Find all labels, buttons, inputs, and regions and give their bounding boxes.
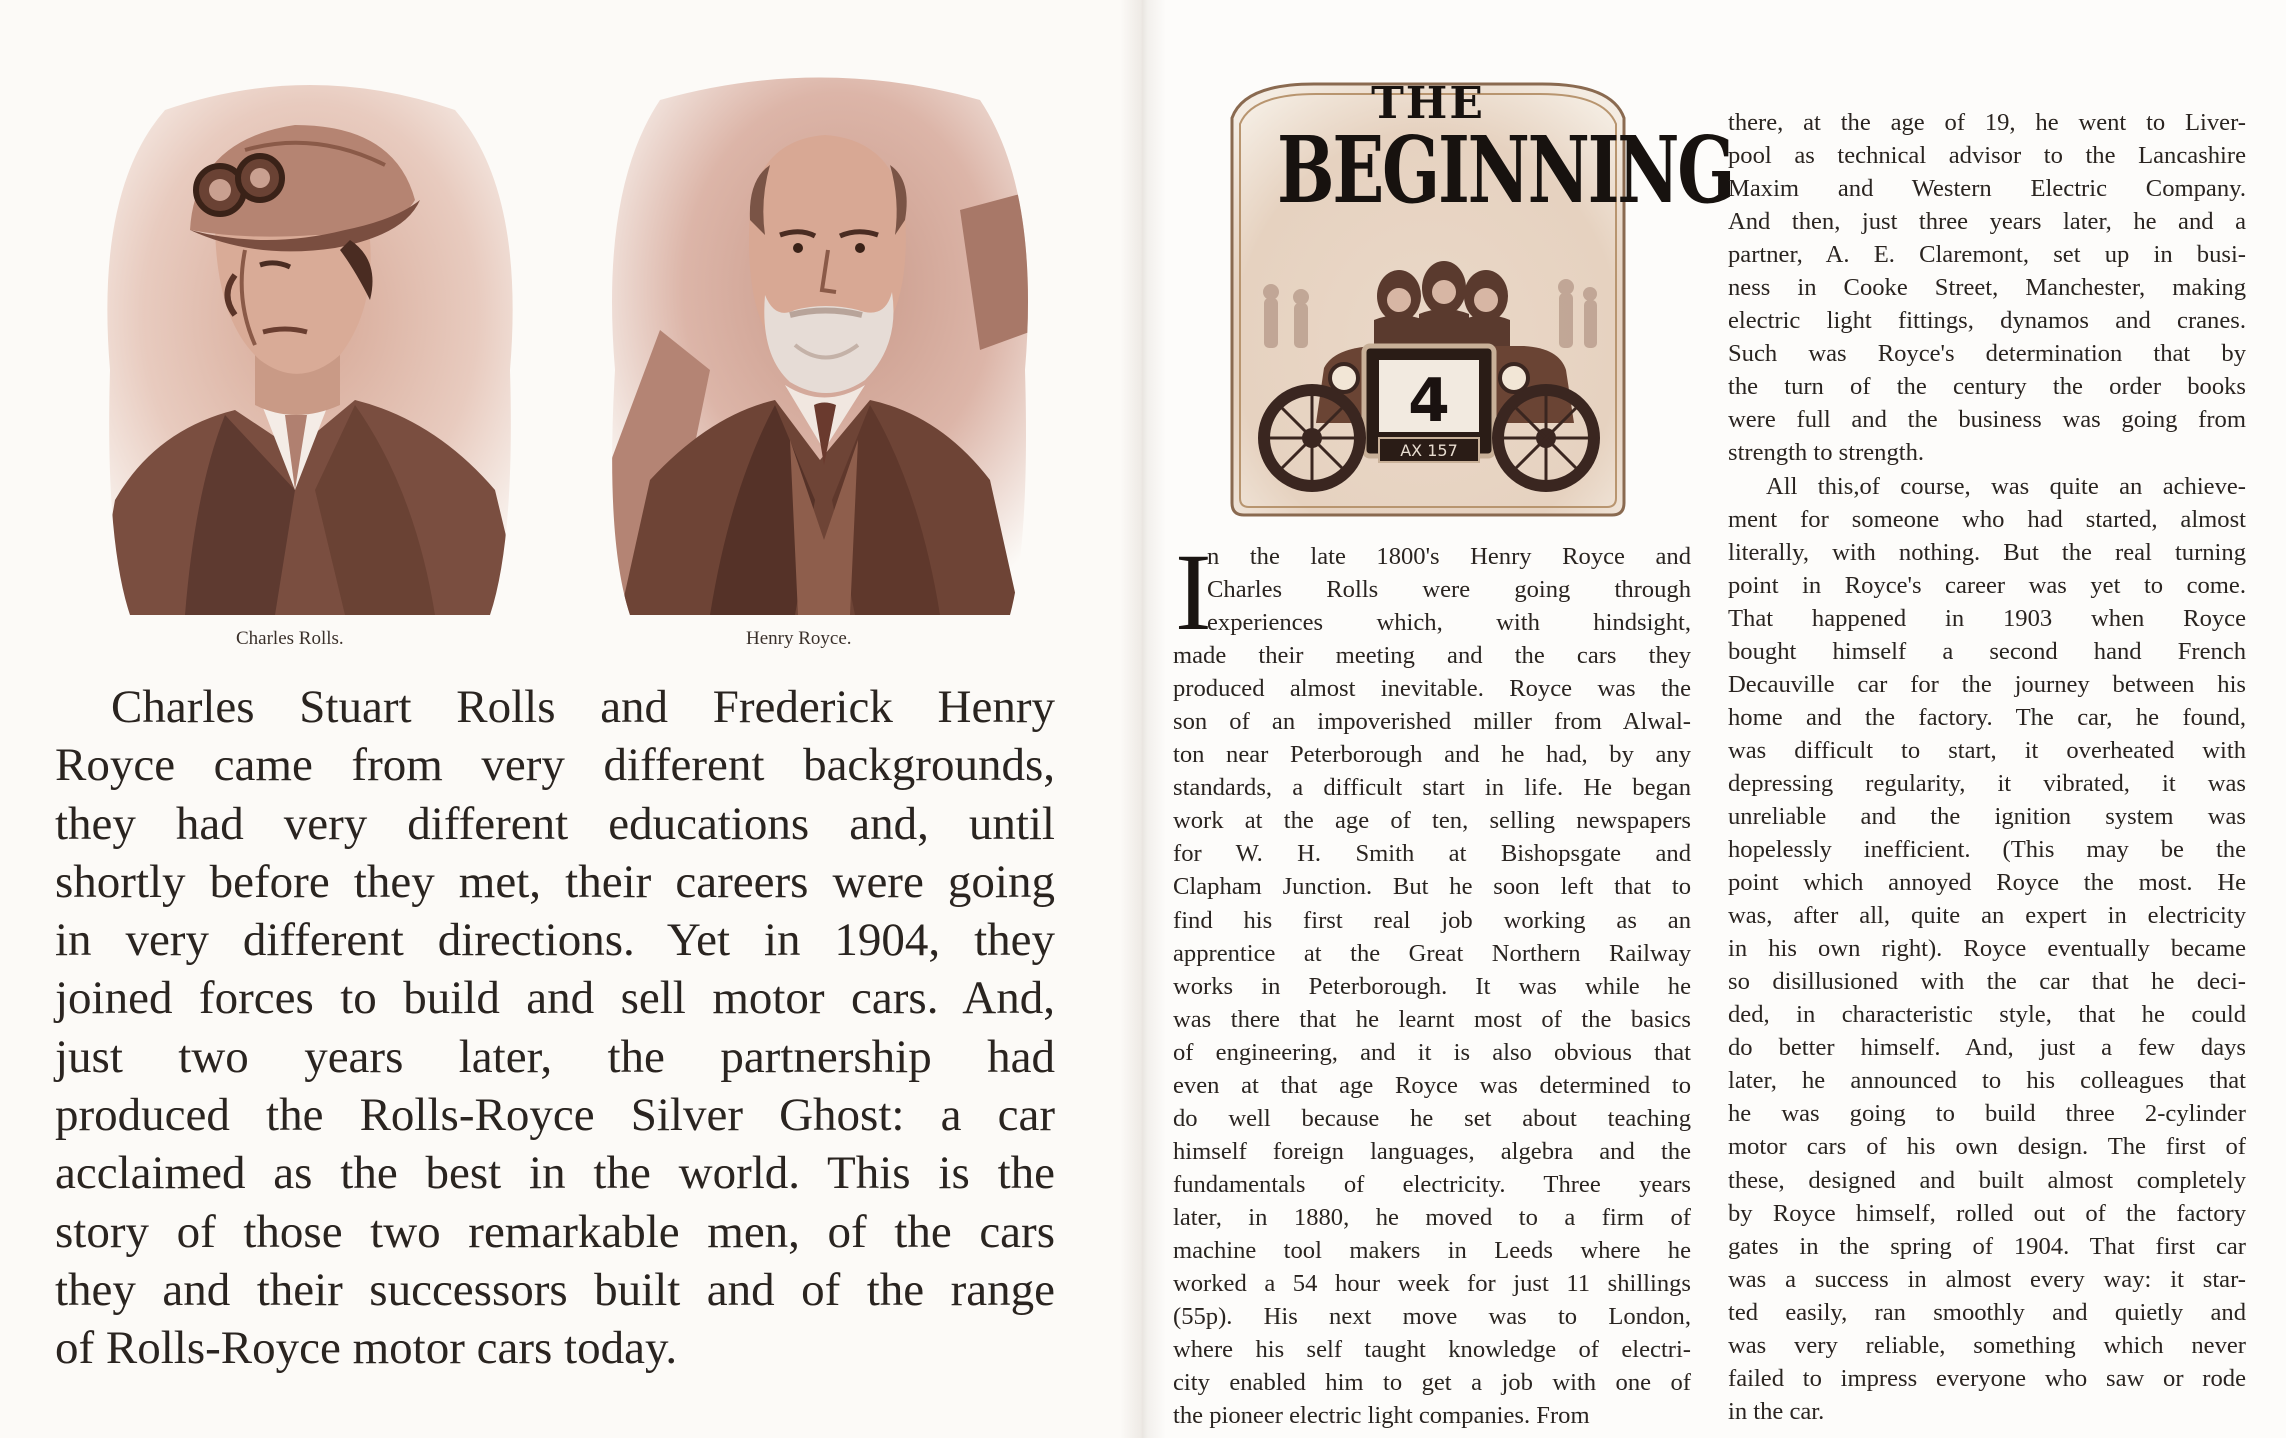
text-line: they and their successors built and of the range (55, 1263, 1055, 1316)
text-line: in his own right). Royce eventually became (1728, 935, 2246, 963)
text-line: bought himself a second hand French (1728, 637, 2246, 665)
text-line: were full and the business was going from (1728, 406, 2246, 434)
portrait-charles-rolls (95, 70, 525, 615)
text-line: fundamentals of electricity. Three years (1173, 1170, 1691, 1198)
text-line: ted easily, ran smoothly and quietly and (1728, 1298, 2246, 1326)
intro-paragraph (55, 678, 1055, 1378)
text-line: strength to strength. (1728, 439, 1925, 467)
text-line: the pioneer electric light companies. From (1173, 1402, 1590, 1430)
text-line: by Royce himself, rolled out of the factory (1728, 1199, 2246, 1227)
body-column-one (1173, 531, 1691, 1432)
text-line: was very reliable, something which never (1728, 1331, 2246, 1359)
text-line: point which annoyed Royce the most. He (1728, 869, 2246, 897)
text-line: motor cars of his own design. The first of (1728, 1133, 2246, 1161)
text-line: ton near Peterborough and he had, by any (1173, 741, 1691, 769)
text-line: works in Peterborough. It was while he (1173, 972, 1691, 1000)
text-line: worked a 54 hour week for just 11 shillings (1173, 1270, 1691, 1298)
text-line: apprentice at the Great Northern Railway (1173, 939, 1691, 967)
text-line: just two years later, the partnership had (55, 1030, 1055, 1083)
text-line: And then, just three years later, he and a (1728, 208, 2246, 236)
text-line: depressing regularity, it vibrated, it was (1728, 769, 2246, 797)
text-line: That happened in 1903 when Royce (1728, 604, 2246, 632)
text-line: (55p). His next move was to London, (1173, 1303, 1691, 1331)
text-line: Charles Stuart Rolls and Frederick Henry (111, 681, 1055, 733)
text-line: himself foreign languages, algebra and the (1173, 1137, 1691, 1165)
portrait-henry-royce (600, 70, 1035, 615)
text-line: story of those two remarkable men, of the cars (55, 1205, 1055, 1258)
drop-cap: I (1175, 531, 1212, 653)
text-line: for W. H. Smith at Bishopsgate and (1173, 840, 1691, 868)
caption-henry-royce: Henry Royce. (746, 628, 852, 649)
text-line: Maxim and Western Electric Company. (1728, 175, 2246, 203)
text-line: later, in 1880, he moved to a firm of (1173, 1203, 1691, 1231)
car-number: 4 (1408, 366, 1450, 436)
caption-charles-rolls: Charles Rolls. (236, 628, 344, 649)
text-line: n the late 1800's Henry Royce and (1207, 543, 1691, 570)
text-line: partner, A. E. Claremont, set up in busi- (1728, 241, 2246, 269)
text-line: of Rolls-Royce motor cars today. (55, 1322, 678, 1375)
text-line: shortly before they met, their careers were going (55, 855, 1055, 908)
book-gutter (1120, 0, 1166, 1438)
text-line: electric light fittings, dynamos and cranes. (1728, 307, 2246, 335)
text-line: do well because he set about teaching (1173, 1104, 1691, 1132)
text-line: he was going to build three 2-cylinder (1728, 1100, 2246, 1128)
body-column-two (1728, 106, 2246, 1428)
text-line: ment for someone who had started, almost (1728, 505, 2246, 533)
text-line: point in Royce's career was yet to come. (1728, 571, 2246, 599)
title-beginning: BEGINNING (1277, 116, 1734, 224)
text-line: ness in Cooke Street, Manchester, making (1728, 274, 2246, 302)
text-line: in very different directions. Yet in 1904, they (55, 914, 1055, 967)
text-line: work at the age of ten, selling newspapers (1173, 807, 1691, 835)
text-line: later, he announced to his colleagues that (1728, 1067, 2246, 1095)
text-line: produced the Rolls-Royce Silver Ghost: a car (55, 1089, 1055, 1142)
text-line: machine tool makers in Leeds where he (1173, 1236, 1691, 1264)
text-line: find his first real job working as an (1173, 906, 1691, 934)
text-line: hopelessly inefficient. (This may be the (1728, 836, 2246, 864)
text-line: made their meeting and the cars they (1173, 642, 1691, 670)
text-line: standards, a difficult start in life. He began (1173, 774, 1691, 802)
text-line: acclaimed as the best in the world. This is the (55, 1147, 1055, 1200)
text-line: Royce came from very different backgrounds, (55, 739, 1055, 792)
text-line: these, designed and built almost completely (1728, 1166, 2246, 1194)
car-plate: AX 157 (1400, 441, 1458, 460)
text-line: son of an impoverished miller from Alwal- (1173, 708, 1691, 736)
text-line: home and the factory. The car, he found, (1728, 703, 2246, 731)
text-line: city enabled him to get a job with one of (1173, 1369, 1691, 1397)
text-line: the turn of the century the order books (1728, 373, 2246, 401)
text-line: All this,of course, was quite an achieve- (1766, 472, 2246, 500)
text-line: so disillusioned with the car that he deci- (1728, 968, 2246, 996)
text-line: literally, with nothing. But the real turning (1728, 538, 2246, 566)
text-line: Such was Royce's determination that by (1728, 340, 2246, 368)
text-line: they had very different educations and, until (55, 797, 1055, 850)
text-line: pool as technical advisor to the Lancashire (1728, 142, 2246, 170)
text-line: produced almost inevitable. Royce was the (1173, 675, 1691, 703)
text-line: even at that age Royce was determined to (1173, 1071, 1691, 1099)
title-the: THE (1371, 78, 1485, 129)
text-line: ded, in characteristic style, that he could (1728, 1001, 2246, 1029)
text-line: where his self taught knowledge of electri- (1173, 1336, 1691, 1364)
text-line: unreliable and the ignition system was (1728, 802, 2246, 830)
text-line: was a success in almost every way: it star- (1728, 1265, 2246, 1293)
text-line: do better himself. And, just a few days (1728, 1034, 2246, 1062)
text-line: failed to impress everyone who saw or rode (1728, 1364, 2246, 1392)
text-line: Decauville car for the journey between his (1728, 670, 2246, 698)
text-line: gates in the spring of 1904. That first car (1728, 1232, 2246, 1260)
text-line: there, at the age of 19, he went to Liver- (1728, 109, 2246, 136)
text-line: in the car. (1728, 1397, 1825, 1425)
text-line: joined forces to build and sell motor cars. And, (55, 972, 1055, 1025)
text-line: Clapham Junction. But he soon left that to (1173, 873, 1691, 901)
text-line: of engineering, and it is also obvious that (1173, 1038, 1691, 1066)
text-line: was there that he learnt most of the basics (1173, 1005, 1691, 1033)
text-line: was difficult to start, it overheated with (1728, 736, 2246, 764)
text-line: experiences which, with hindsight, (1207, 609, 1691, 637)
text-line: was, after all, quite an expert in electricity (1728, 902, 2246, 930)
text-line: Charles Rolls were going through (1207, 576, 1691, 604)
